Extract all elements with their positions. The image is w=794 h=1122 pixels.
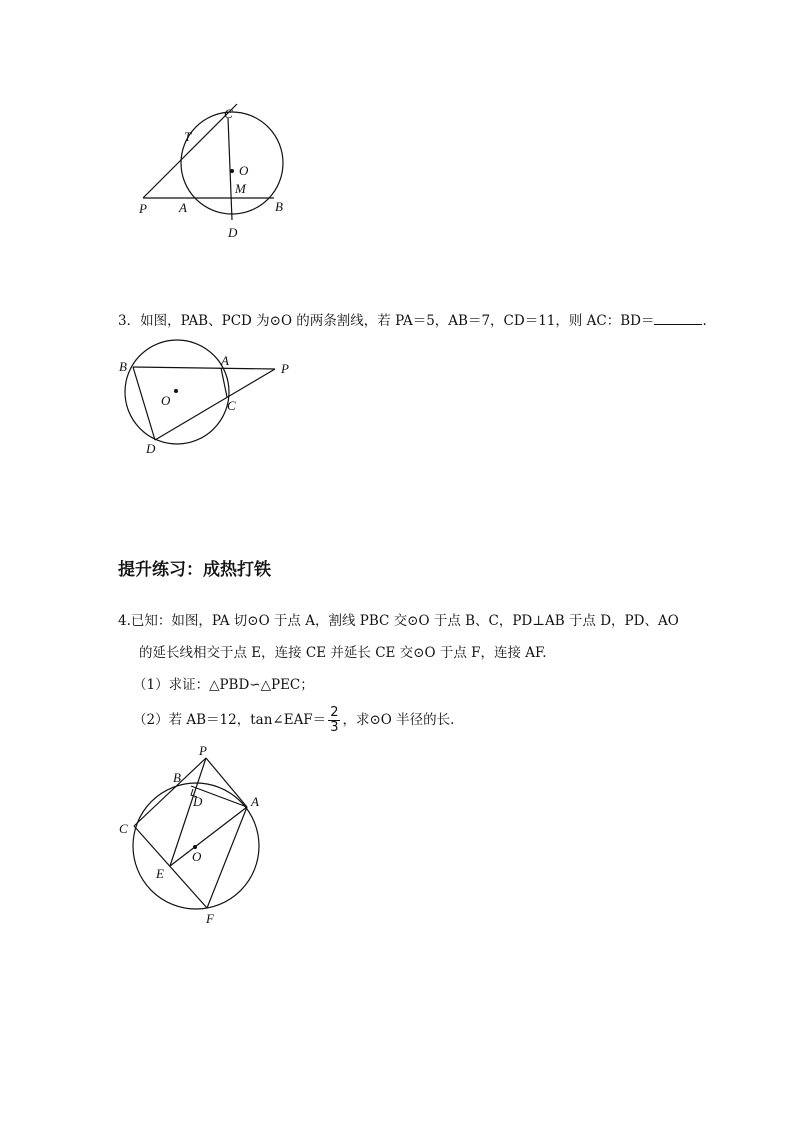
label-d: D xyxy=(146,441,156,456)
label-a: A xyxy=(251,794,259,809)
label-d: D xyxy=(193,794,203,809)
question-3-text: ．如图，PAB、PCD 为⊙O 的两条割线，若 PA＝5，AB＝7，CD＝11，则 AC：BD＝ xyxy=(126,313,655,329)
label-f: F xyxy=(206,911,214,926)
part-2-post: ，求⊙O 半径的长. xyxy=(342,712,455,728)
label-a: A xyxy=(221,353,229,368)
label-c: C xyxy=(224,106,233,121)
label-p: P xyxy=(139,201,147,216)
question-4-line-2: 的延长线相交于点 E，连接 CE 并延长 CE 交⊙O 于点 F，连接 AF. xyxy=(139,645,547,661)
section-title: 提升练习：成热打铁 xyxy=(118,560,271,580)
label-b: B xyxy=(173,770,181,785)
part-2-pre: （2）若 AB＝12，tan∠EAF＝ xyxy=(133,712,327,728)
label-c: C xyxy=(227,398,236,413)
label-o: O xyxy=(161,393,171,408)
label-t: T xyxy=(184,129,192,144)
label-e: E xyxy=(156,866,164,881)
label-o: O xyxy=(192,849,202,864)
label-a: A xyxy=(179,200,187,215)
label-p: P xyxy=(199,743,207,758)
label-c: C xyxy=(119,821,128,836)
line-cef xyxy=(134,826,207,908)
fraction-denominator: 3 xyxy=(330,720,339,735)
question-4-line-1: 4.已知：如图，PA 切⊙O 于点 A，割线 PBC 交⊙O 于点 B、C，PD⊥AB 于点 D，PD、AO xyxy=(118,613,679,629)
label-b: B xyxy=(119,359,127,374)
label-d: D xyxy=(228,225,238,240)
fraction-numerator: 2 xyxy=(330,705,339,720)
question-3-number: 3 xyxy=(118,313,127,329)
label-p: P xyxy=(281,361,289,376)
label-o: O xyxy=(239,163,249,178)
label-m: M xyxy=(235,181,246,196)
question-3-end: . xyxy=(702,313,707,329)
question-4-part-1: （1）求证：△PBD∽△PEC； xyxy=(133,677,314,693)
label-b: B xyxy=(275,199,283,214)
